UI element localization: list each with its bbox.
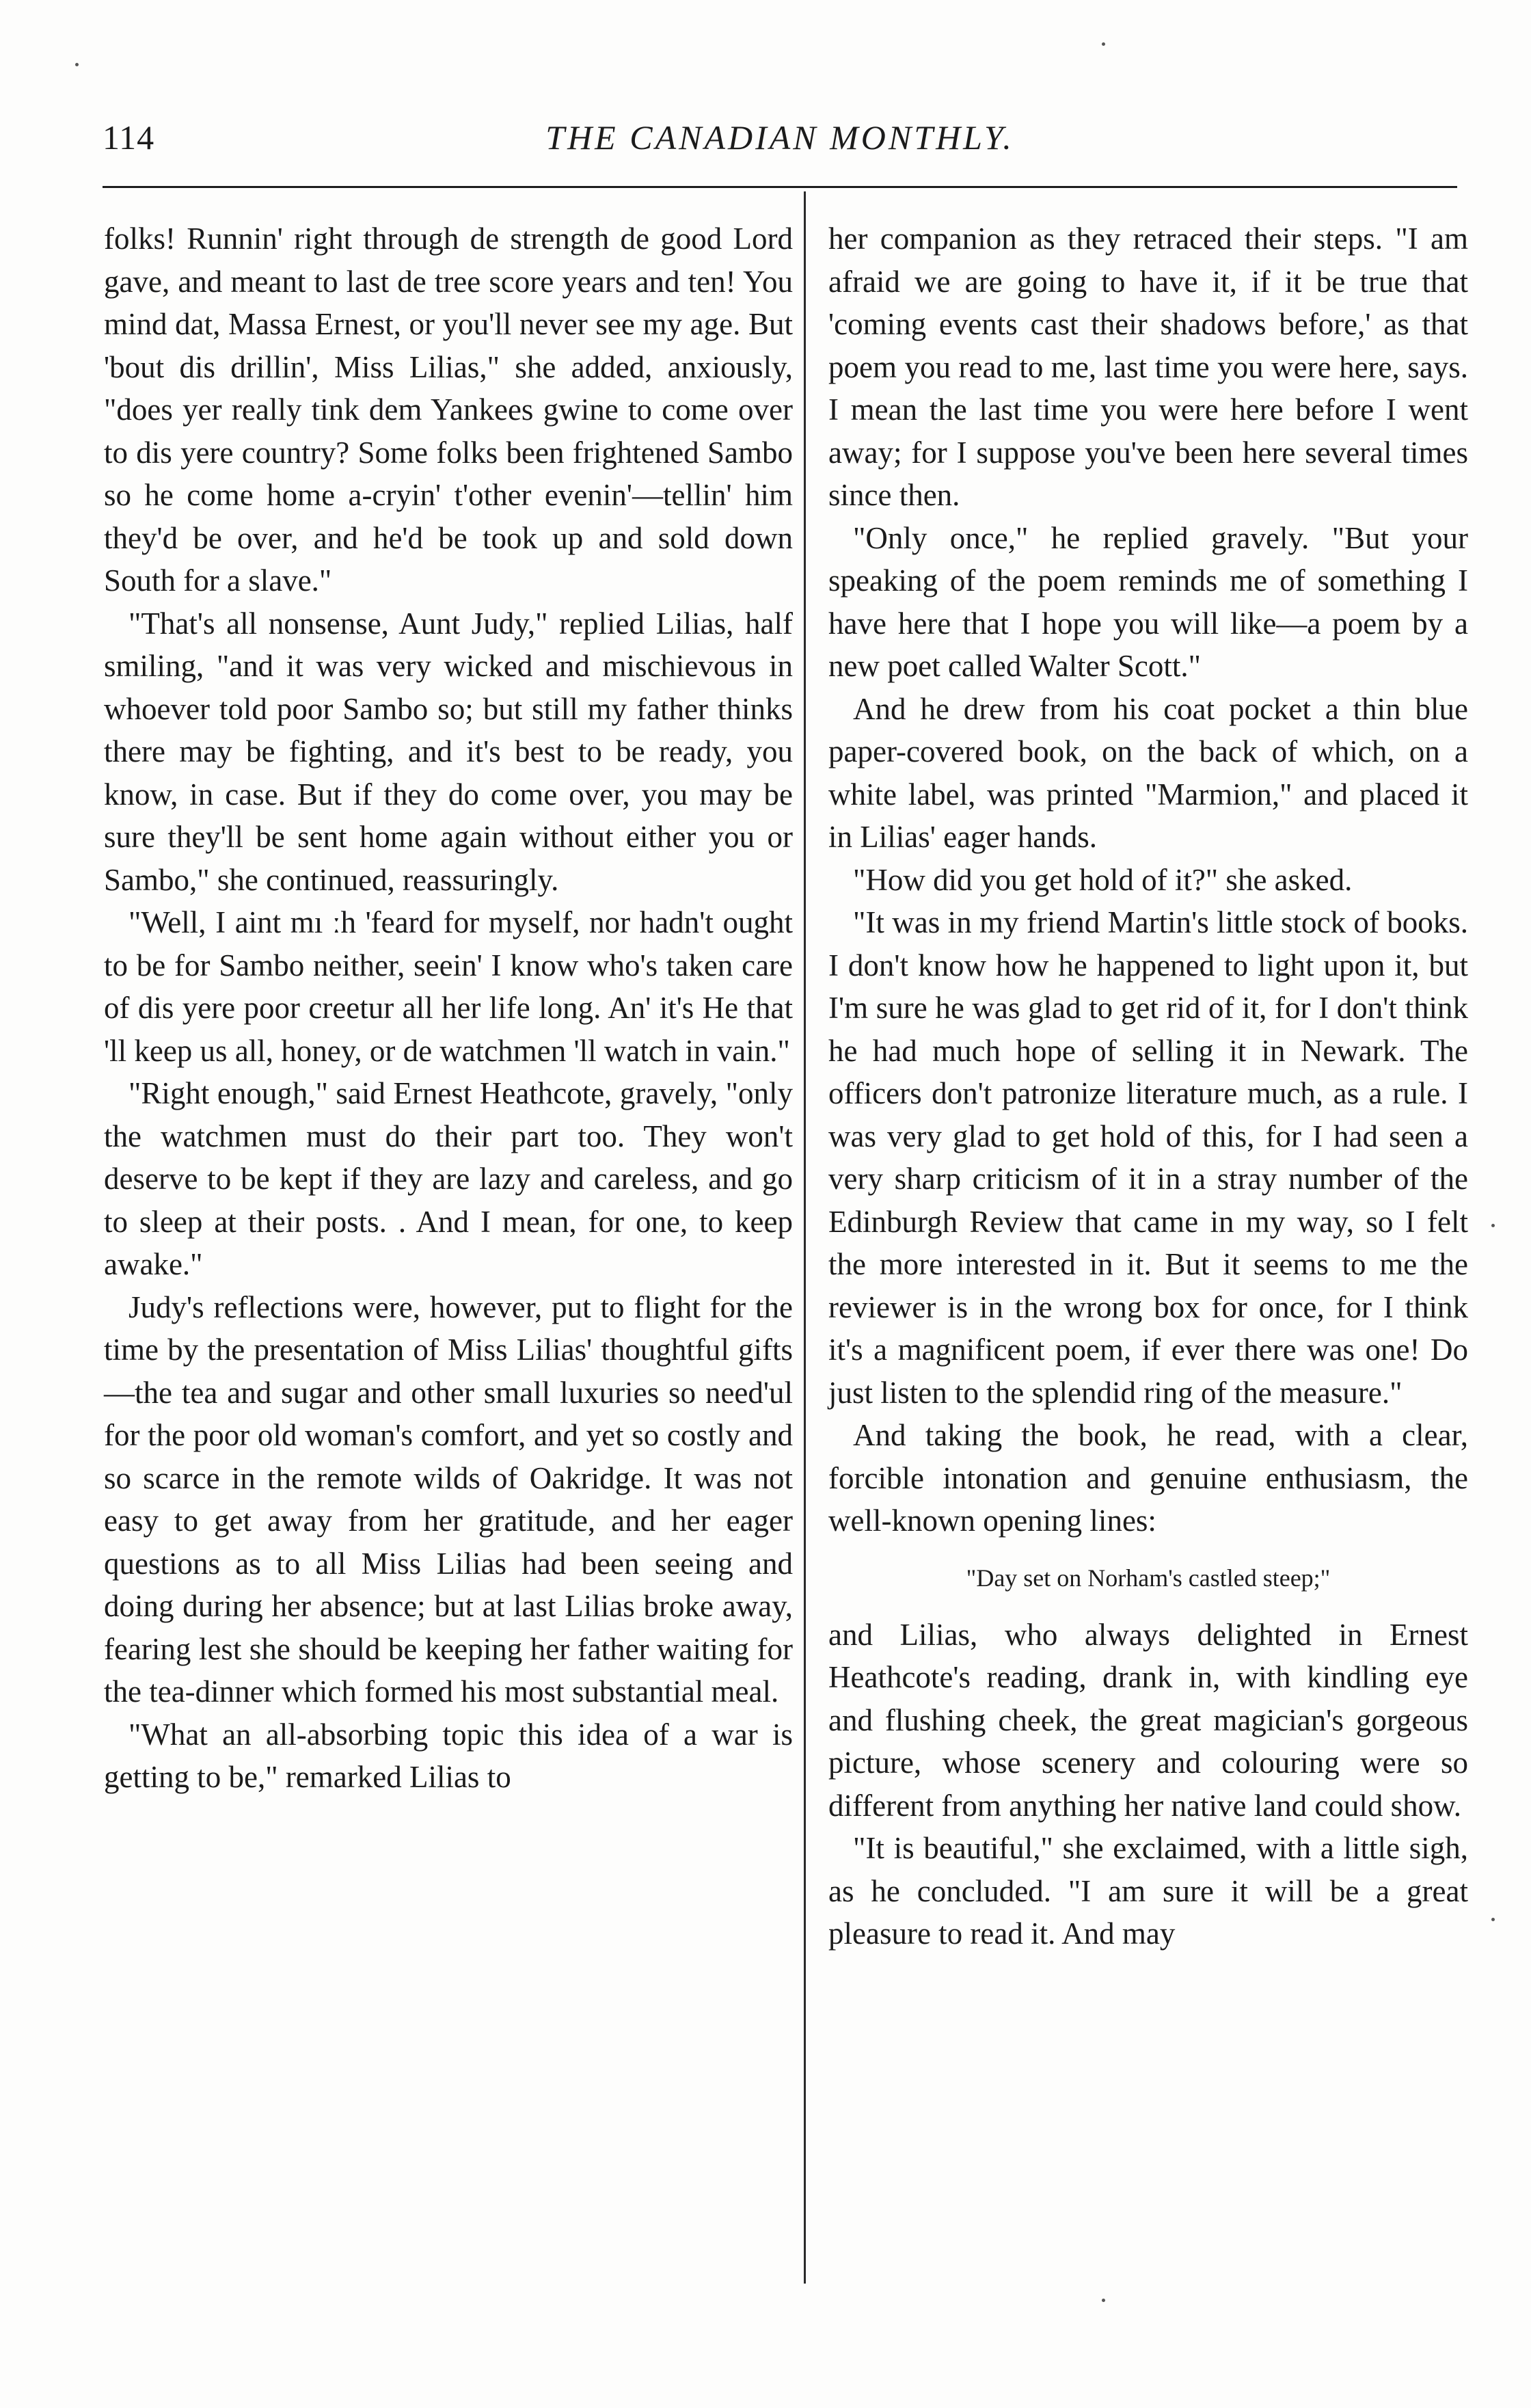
page-header	[103, 118, 1457, 165]
right-column	[828, 217, 1468, 1955]
paragraph: "Only once," he replied gravely. "But your speaking of the poem reminds me of something I have here that I hope you will like—a poem by a new poet called Walter Scott."	[828, 520, 1468, 683]
paragraph: "That's all nonsense, Aunt Judy," replied Lilias, half smiling, "and it was very wicked and mischievous in whoever told poor Sambo so; but still my father thinks there may be fighting, and it's best to be ready, you know, in case. But if they do come over, you may be sure they'll be sent home again without either you or Sambo," she continued, reassuringly.	[104, 606, 793, 897]
paragraph: And he drew from his coat pocket a thin blue paper-covered book, on the back of which, on a white label, was printed "Marmion," and placed it in Lilias' eager hands.	[828, 691, 1468, 854]
scan-speck	[1102, 42, 1105, 46]
paragraph: "Well, I aint mı ːh 'feard for myself, nor hadn't ought to be for Sambo neither, seein' I know who's taken care of dis yere poor creetur all her life long. An' it's He that 'll keep us all, honey, or de watchmen 'll watch in vain."	[104, 905, 793, 1068]
paragraph: "It is beautiful," she exclaimed, with a little sigh, as he concluded. "I am sure it will be a great pleasure to read it. And may	[828, 1831, 1468, 1951]
scan-speck	[1102, 2299, 1105, 2302]
paragraph: and Lilias, who always delighted in Ernest Heathcote's reading, drank in, with kindling eye and flushing cheek, the great magician's gorgeous picture, whose scenery and colouring were so different from anything her native land could show.	[828, 1617, 1468, 1823]
paragraph: "How did you get hold of it?" she asked.	[853, 862, 1353, 897]
column-divider	[804, 191, 806, 2284]
paragraph: Judy's reflections were, however, put to flight for the time by the presentation of Miss Lilias' thoughtful gifts—the tea and sugar and other small luxuries so need'ul for the poor old woman's comfort, and yet so costly and so scarce in the remote wilds of Oakridge. It was not easy to get away from her gratitude, and her eager questions as to all Miss Lilias had been seeing and doing during her absence; but at last Lilias broke away, fearing lest she should be keeping her father waiting for the tea-dinner which formed his most substantial meal.	[104, 1289, 793, 1709]
page-number: 114	[103, 118, 155, 157]
scan-speck	[1491, 1224, 1495, 1227]
paragraph: her companion as they retraced their steps. "I am afraid we are going to have it, if it be true that 'coming events cast their shadows before,' as that poem you read to me, last time you were here, says. I mean the last time you were here before I went away; for I suppose you've been here several times since then.	[828, 222, 1468, 512]
verse-quote: "Day set on Norham's castled steep;"	[966, 1564, 1331, 1592]
paragraph: folks! Runnin' right through de strength de good Lord gave, and meant to last de tree score years and ten! You mind dat, Massa Ernest, or you'll never see my age. But 'bout dis drillin', Miss Lilias," she added, anxiously, "does yer really tink dem Yankees gwine to come over to dis yere country? Some folks been frightened Sambo so he come home a-cryin' t'other evenin'—tellin' him they'd be over, and he'd be took up and sold down South for a slave."	[104, 222, 793, 598]
running-title: THE CANADIAN MONTHLY.	[545, 118, 1014, 157]
header-rule	[103, 186, 1457, 188]
paragraph: And taking the book, he read, with a clear, forcible intonation and genuine enthusiasm, the well-known opening lines:	[828, 1418, 1468, 1538]
paragraph: "Right enough," said Ernest Heathcote, gravely, "only the watchmen must do their part too. They won't deserve to be kept if they are lazy and careless, and go to sleep at their posts. . And I mean, for one, to keep awake."	[104, 1076, 793, 1281]
paragraph: "What an all-absorbing topic this idea of a war is getting to be," remarked Lilias to	[104, 1717, 793, 1794]
left-column	[104, 217, 793, 1799]
scan-speck	[75, 63, 79, 66]
paragraph: "It was in my friend Martin's little stock of books. I don't know how he happened to light upon it, but I'm sure he was glad to get rid of it, for I don't think he had much hope of selling it in Newark. The officers don't patronize literature much, as a rule. I was very glad to get hold of this, for I had seen a very sharp criticism of it in a stray number of the Edinburgh Review that came in my way, so I felt the more interested in it. But it seems to me the reviewer is in the wrong box for once, for I think it's a magnificent poem, if ever there was one! Do just listen to the splendid ring of the measure."	[828, 905, 1468, 1410]
scan-speck	[1491, 1918, 1495, 1921]
